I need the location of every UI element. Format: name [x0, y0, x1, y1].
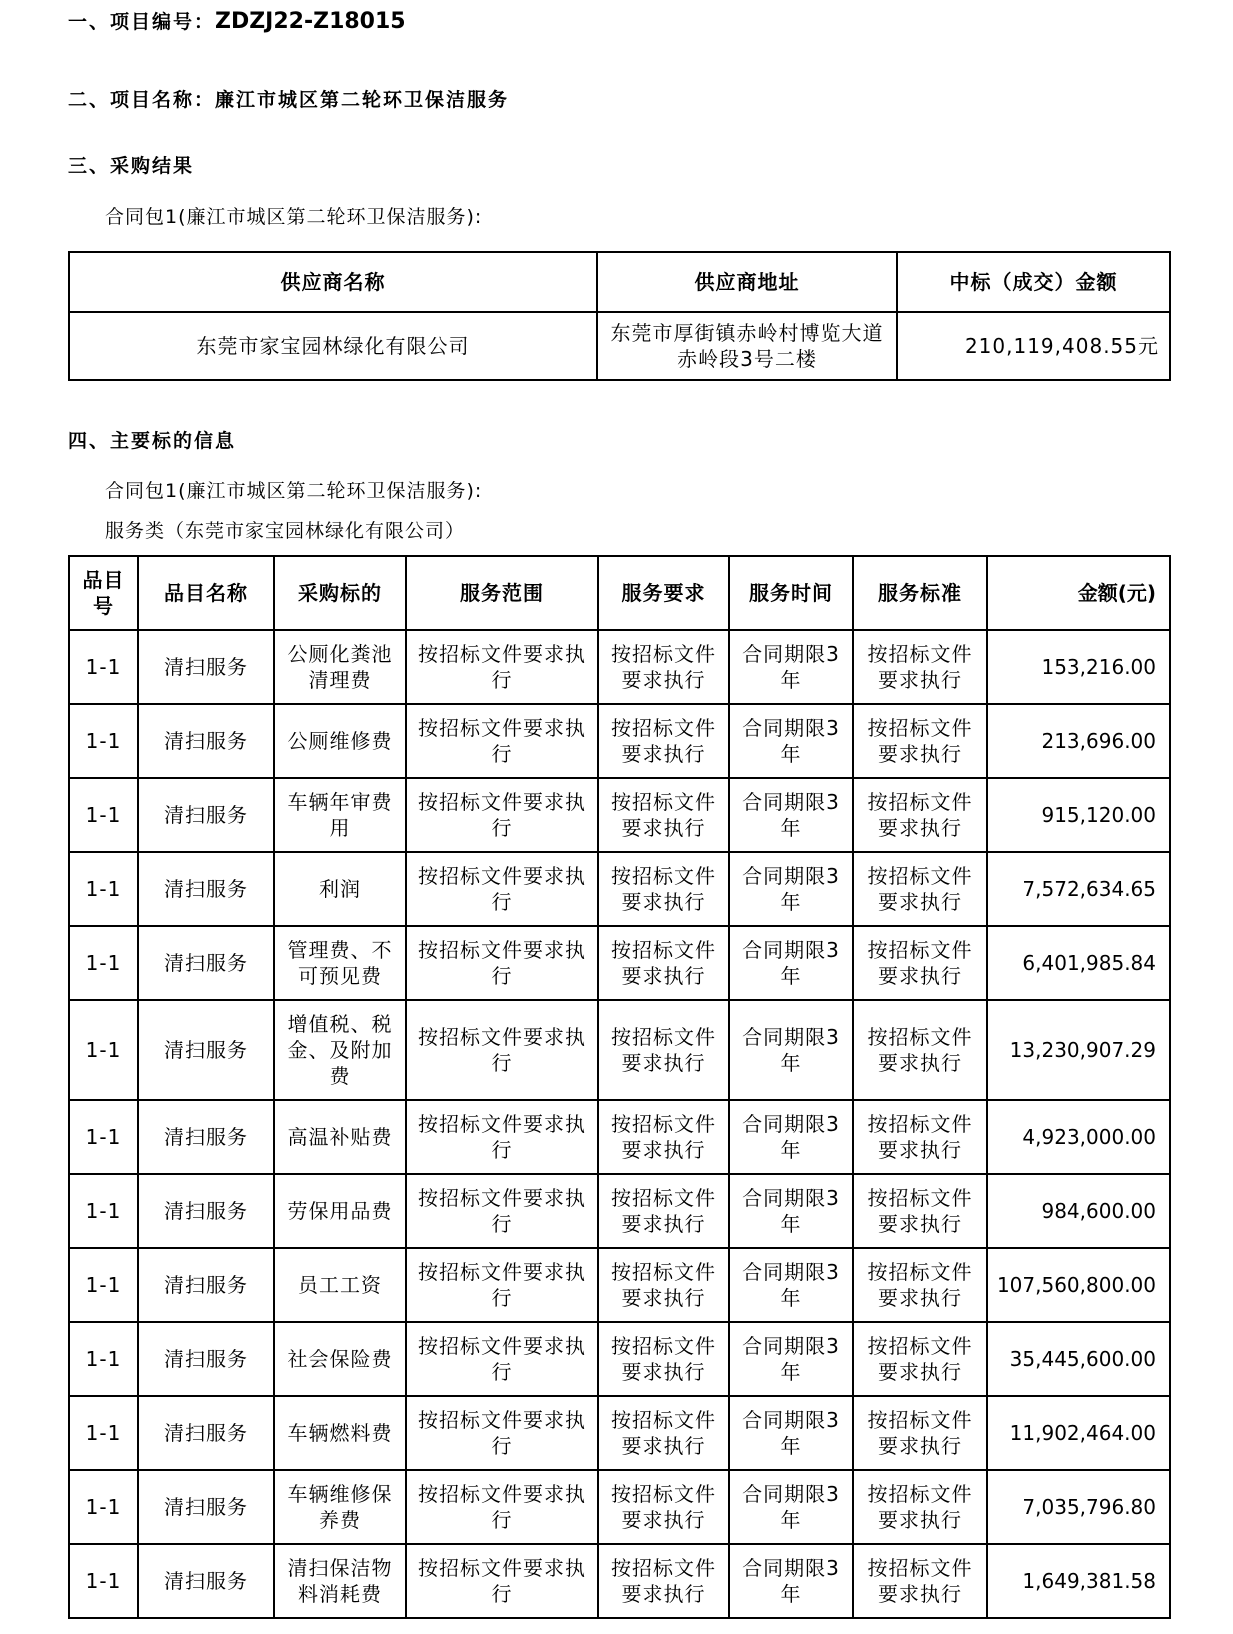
items-table-row: [69, 778, 1170, 852]
service-requirement-cell: 按招标文件要求执行: [598, 1396, 729, 1470]
procurement-subject-cell: 清扫保洁物料消耗费: [274, 1544, 406, 1618]
service-standard-cell: 按招标文件要求执行: [853, 1544, 987, 1618]
items-table-row: [69, 630, 1170, 704]
section1-heading: [68, 8, 1170, 36]
service-scope-cell: 按招标文件要求执行: [406, 1000, 598, 1100]
item-name-cell: 清扫服务: [138, 1174, 274, 1248]
item-name-cell: 清扫服务: [138, 1544, 274, 1618]
item-no-cell: 1-1: [69, 778, 138, 852]
supplier-address-cell: 东莞市厚街镇赤岭村博览大道赤岭段3号二楼: [597, 312, 897, 380]
item-no-cell: 1-1: [69, 1100, 138, 1174]
section2-label: 二、项目名称：: [68, 89, 216, 111]
amount-cell: 1,649,381.58: [987, 1544, 1170, 1618]
result-table-header-row: [69, 252, 1170, 312]
amount-cell: 7,035,796.80: [987, 1470, 1170, 1544]
service-scope-cell: 按招标文件要求执行: [406, 1322, 598, 1396]
procurement-subject-cell: 车辆维修保养费: [274, 1470, 406, 1544]
amount-cell: 7,572,634.65: [987, 852, 1170, 926]
service-time-cell: 合同期限3年: [729, 852, 853, 926]
service-time-cell: 合同期限3年: [729, 1174, 853, 1248]
service-time-cell: 合同期限3年: [729, 630, 853, 704]
service-requirement-cell: 按招标文件要求执行: [598, 1248, 729, 1322]
service-requirement-cell: 按招标文件要求执行: [598, 704, 729, 778]
service-scope-cell: 按招标文件要求执行: [406, 630, 598, 704]
col-amount: 金额(元): [987, 556, 1170, 630]
items-table-row: [69, 852, 1170, 926]
project-name: 廉江市城区第二轮环卫保洁服务: [215, 89, 510, 111]
service-scope-cell: 按招标文件要求执行: [406, 926, 598, 1000]
item-name-cell: 清扫服务: [138, 1248, 274, 1322]
item-no-cell: 1-1: [69, 1396, 138, 1470]
service-standard-cell: 按招标文件要求执行: [853, 1396, 987, 1470]
service-time-cell: 合同期限3年: [729, 1100, 853, 1174]
items-table-row: [69, 1544, 1170, 1618]
service-standard-cell: 按招标文件要求执行: [853, 1100, 987, 1174]
item-name-cell: 清扫服务: [138, 1100, 274, 1174]
item-no-cell: 1-1: [69, 1000, 138, 1100]
amount-cell: 153,216.00: [987, 630, 1170, 704]
procurement-subject-cell: 高温补贴费: [274, 1100, 406, 1174]
service-time-cell: 合同期限3年: [729, 1248, 853, 1322]
procurement-subject-cell: 员工工资: [274, 1248, 406, 1322]
amount-cell: 35,445,600.00: [987, 1322, 1170, 1396]
items-table-row: [69, 1248, 1170, 1322]
col-supplier-address: 供应商地址: [597, 252, 897, 312]
service-standard-cell: 按招标文件要求执行: [853, 1174, 987, 1248]
amount-cell: 13,230,907.29: [987, 1000, 1170, 1100]
service-requirement-cell: 按招标文件要求执行: [598, 630, 729, 704]
col-service-time: 服务时间: [729, 556, 853, 630]
service-standard-cell: 按招标文件要求执行: [853, 704, 987, 778]
service-standard-cell: 按招标文件要求执行: [853, 630, 987, 704]
service-time-cell: 合同期限3年: [729, 1470, 853, 1544]
section1-label: 一、项目编号：: [68, 11, 216, 33]
item-name-cell: 清扫服务: [138, 1470, 274, 1544]
procurement-subject-cell: 公厕化粪池清理费: [274, 630, 406, 704]
project-number: ZDZJ22-Z18015: [215, 9, 406, 34]
service-scope-cell: 按招标文件要求执行: [406, 1248, 598, 1322]
procurement-subject-cell: 增值税、税金、及附加费: [274, 1000, 406, 1100]
service-scope-cell: 按招标文件要求执行: [406, 1396, 598, 1470]
items-table-row: [69, 704, 1170, 778]
service-standard-cell: 按招标文件要求执行: [853, 926, 987, 1000]
item-name-cell: 清扫服务: [138, 778, 274, 852]
items-table-row: [69, 1322, 1170, 1396]
items-table-header-row: [69, 556, 1170, 630]
items-table-row: [69, 926, 1170, 1000]
result-table: [68, 251, 1171, 381]
col-service-standard: 服务标准: [853, 556, 987, 630]
service-type-line: 服务类（东莞市家宝园林绿化有限公司）: [105, 520, 466, 542]
items-table-row: [69, 1470, 1170, 1544]
service-scope-cell: 按招标文件要求执行: [406, 1174, 598, 1248]
procurement-subject-cell: 车辆年审费用: [274, 778, 406, 852]
procurement-subject-cell: 车辆燃料费: [274, 1396, 406, 1470]
supplier-name-cell: 东莞市家宝园林绿化有限公司: [69, 312, 597, 380]
amount-cell: 984,600.00: [987, 1174, 1170, 1248]
service-time-cell: 合同期限3年: [729, 778, 853, 852]
item-no-cell: 1-1: [69, 852, 138, 926]
item-name-cell: 清扫服务: [138, 704, 274, 778]
item-name-cell: 清扫服务: [138, 852, 274, 926]
items-table: [68, 555, 1171, 1619]
item-name-cell: 清扫服务: [138, 926, 274, 1000]
service-time-cell: 合同期限3年: [729, 1544, 853, 1618]
service-requirement-cell: 按招标文件要求执行: [598, 778, 729, 852]
service-time-cell: 合同期限3年: [729, 1322, 853, 1396]
col-service-scope: 服务范围: [406, 556, 598, 630]
service-requirement-cell: 按招标文件要求执行: [598, 1322, 729, 1396]
item-name-cell: 清扫服务: [138, 1396, 274, 1470]
service-standard-cell: 按招标文件要求执行: [853, 1248, 987, 1322]
amount-cell: 4,923,000.00: [987, 1100, 1170, 1174]
items-table-body: [69, 630, 1170, 1618]
col-item-name: 品目名称: [138, 556, 274, 630]
service-standard-cell: 按招标文件要求执行: [853, 1322, 987, 1396]
service-time-cell: 合同期限3年: [729, 926, 853, 1000]
item-no-cell: 1-1: [69, 630, 138, 704]
item-name-cell: 清扫服务: [138, 1322, 274, 1396]
items-table-row: [69, 1100, 1170, 1174]
amount-cell: 915,120.00: [987, 778, 1170, 852]
col-item-no: 品目号: [69, 556, 138, 630]
amount-cell: 107,560,800.00: [987, 1248, 1170, 1322]
service-standard-cell: 按招标文件要求执行: [853, 778, 987, 852]
items-table-row: [69, 1000, 1170, 1100]
package-line-2: 合同包1(廉江市城区第二轮环卫保洁服务):: [105, 480, 483, 502]
service-scope-cell: 按招标文件要求执行: [406, 1470, 598, 1544]
procurement-subject-cell: 劳保用品费: [274, 1174, 406, 1248]
service-requirement-cell: 按招标文件要求执行: [598, 1470, 729, 1544]
item-no-cell: 1-1: [69, 1544, 138, 1618]
package-line-1: 合同包1(廉江市城区第二轮环卫保洁服务):: [105, 206, 483, 228]
service-requirement-cell: 按招标文件要求执行: [598, 1544, 729, 1618]
result-table-row: [69, 312, 1170, 380]
col-service-requirement: 服务要求: [598, 556, 729, 630]
item-no-cell: 1-1: [69, 926, 138, 1000]
service-scope-cell: 按招标文件要求执行: [406, 1544, 598, 1618]
service-requirement-cell: 按招标文件要求执行: [598, 926, 729, 1000]
item-name-cell: 清扫服务: [138, 630, 274, 704]
item-no-cell: 1-1: [69, 704, 138, 778]
items-table-row: [69, 1396, 1170, 1470]
section3-heading: 三、采购结果: [68, 155, 195, 177]
service-requirement-cell: 按招标文件要求执行: [598, 1100, 729, 1174]
procurement-subject-cell: 利润: [274, 852, 406, 926]
service-scope-cell: 按招标文件要求执行: [406, 1100, 598, 1174]
col-procurement-subject: 采购标的: [274, 556, 406, 630]
amount-cell: 213,696.00: [987, 704, 1170, 778]
amount-cell: 6,401,985.84: [987, 926, 1170, 1000]
service-requirement-cell: 按招标文件要求执行: [598, 852, 729, 926]
item-no-cell: 1-1: [69, 1248, 138, 1322]
procurement-subject-cell: 管理费、不可预见费: [274, 926, 406, 1000]
items-table-row: [69, 1174, 1170, 1248]
amount-cell: 11,902,464.00: [987, 1396, 1170, 1470]
service-requirement-cell: 按招标文件要求执行: [598, 1174, 729, 1248]
item-no-cell: 1-1: [69, 1174, 138, 1248]
procurement-subject-cell: 公厕维修费: [274, 704, 406, 778]
service-time-cell: 合同期限3年: [729, 1396, 853, 1470]
col-supplier-name: 供应商名称: [69, 252, 597, 312]
award-amount-cell: 210,119,408.55元: [897, 312, 1170, 380]
service-standard-cell: 按招标文件要求执行: [853, 1000, 987, 1100]
service-standard-cell: 按招标文件要求执行: [853, 1470, 987, 1544]
service-scope-cell: 按招标文件要求执行: [406, 852, 598, 926]
item-name-cell: 清扫服务: [138, 1000, 274, 1100]
service-time-cell: 合同期限3年: [729, 704, 853, 778]
col-award-amount: 中标（成交）金额: [897, 252, 1170, 312]
service-requirement-cell: 按招标文件要求执行: [598, 1000, 729, 1100]
section4-heading: 四、主要标的信息: [68, 430, 237, 452]
service-scope-cell: 按招标文件要求执行: [406, 778, 598, 852]
section2-heading: [68, 86, 1170, 114]
service-scope-cell: 按招标文件要求执行: [406, 704, 598, 778]
item-no-cell: 1-1: [69, 1470, 138, 1544]
procurement-subject-cell: 社会保险费: [274, 1322, 406, 1396]
service-standard-cell: 按招标文件要求执行: [853, 852, 987, 926]
service-time-cell: 合同期限3年: [729, 1000, 853, 1100]
item-no-cell: 1-1: [69, 1322, 138, 1396]
